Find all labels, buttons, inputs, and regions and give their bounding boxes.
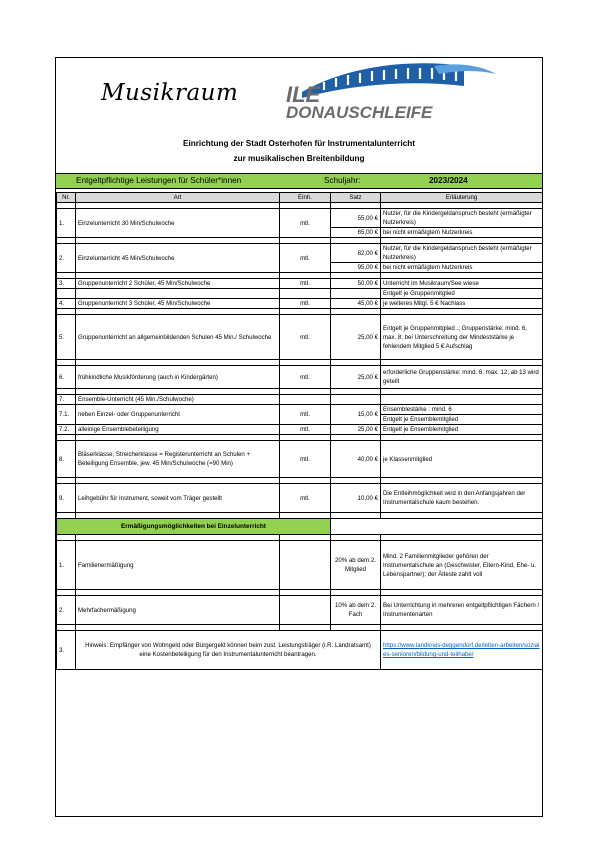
ile-logo bbox=[284, 60, 499, 120]
table-row: 7. Ensemble-Unterricht (45 Min./Schulwoche) bbox=[57, 395, 543, 405]
table-row: 4. Gruppenunterricht 3 Schüler, 45 Min/Schulwoche mtl. 45,00 € je weiteres Mitgl. 5 € Nachlass bbox=[57, 299, 543, 309]
col-erlaeuterung: Erläuterung bbox=[381, 193, 543, 203]
table-row: 2. Mehrfachermäßigung 10% ab dem 2. Fach Bei Unterrichtung in mehreren entgeltpflichtigen Fächern / Instrumentenarten bbox=[57, 596, 543, 625]
logo-line1: ILE bbox=[286, 82, 321, 107]
col-satz: Satz bbox=[331, 193, 381, 203]
logo-line2: DONAUSCHLEIFE bbox=[286, 103, 433, 120]
table-row: 2. Einzelunterricht 45 Min/Schulwoche mtl. 82,00 € Nutzer, für die Kindergeldanspruch besteht (ermäßigter Nutzerkreis) bbox=[57, 244, 543, 263]
page-title: Musikraum bbox=[101, 80, 239, 106]
school-year-value: 2023/2024 bbox=[429, 176, 468, 185]
table-header bbox=[57, 193, 543, 203]
subtitle-1: Einrichtung der Stadt Osterhofen für Instrumentalunterricht bbox=[183, 139, 415, 148]
table-row: 3. Hinweis: Empfänger von Wohngeld oder Bürgergeld können beim zust. Leistungsträger (i.R. Landratsamt) eine Kostenbeteiligung für den Instrumentalunterricht beantragen. https://www.landkreis-deggendorf.de/leben-arbeiten/soziales-senioren/bildung-und-teilhabe/ bbox=[57, 631, 543, 670]
table-row: 95,00 € bei nicht ermäßigtem Nutzerkreis bbox=[57, 263, 543, 273]
table-row: 7.1. neben Einzel- oder Gruppenunterricht mtl. 15,00 € Ensemblestärke : mind. 6 bbox=[57, 405, 543, 415]
banner-label: Entgeltpflichtige Leistungen für Schüler*innen bbox=[76, 176, 242, 185]
fee-banner bbox=[56, 173, 542, 189]
col-art: Art bbox=[76, 193, 280, 203]
deggendorf-link[interactable]: https://www.landkreis-deggendorf.de/leben-arbeiten/soziales-senioren/bildung-und-teilhabe/ bbox=[383, 642, 540, 658]
table-row: 9. Leihgebühr für Instrument, soweit vom Träger gestellt mtl. 10,00 € Die Entleihmöglichkeit wird in den Anfangsjahren der Instrumentalschule kaum bestehen. bbox=[57, 484, 543, 513]
subtitle-2: zur musikalischen Breitenbildung bbox=[233, 154, 365, 163]
table-row: 6. frühkindliche Musikförderung (auch in Kindergärten) mtl. 25,00 € erforderliche Gruppenstärke: mind. 6, max. 12; ab 13 wird geteilt bbox=[57, 366, 543, 389]
discount-heading-row bbox=[57, 519, 543, 535]
table-row: 7.2. alleinige Ensemblebeteiligung mtl. 25,00 € Entgelt je Ensemblemitglied bbox=[57, 425, 543, 435]
table-row: 5. Gruppenunterricht an allgemeinbildenden Schulen 45 Min./ Schulwoche mtl. 25,00 € Entgelt je Gruppenmitglied .; Gruppenstärke: mind. 6, max. 8; bei Unterschreitung der Mindeststärke je fehlendem Mitglied 5 € Aufschlag bbox=[57, 315, 543, 360]
table-row: 3. Gruppenunterricht 2 Schüler, 45 Min/Schulwoche mtl. 50,00 € Unterricht im Musikraum/See wiese bbox=[57, 279, 543, 289]
discount-heading: Ermäßigungsmöglichkeiten bei Einzelunterricht bbox=[57, 519, 331, 535]
table-row: 65,00 € bei nicht ermäßigtem Nutzerkreis bbox=[57, 228, 543, 238]
hinweis-note: Hinweis: Empfänger von Wohngeld oder Bürgergeld können beim zust. Leistungsträger (i.R. Landratsamt) eine Kostenbeteiligung für den Instrumentalunterricht beantragen. bbox=[76, 631, 381, 670]
table-row: 1. Einzelunterricht 30 Min/Schulwoche mtl. 55,00 € Nutzer, für die Kindergeldanspruch besteht (ermäßigter Nutzerkreis) bbox=[57, 209, 543, 228]
school-year-label: Schuljahr: bbox=[324, 176, 361, 185]
table-row: 8. Bläserklasse, Streicherklasse = Registerunterricht an Schulen + Beteiligung Ensemble, jew. 45 Min/Schulwoche (=90 Min) mtl. 40,00 € je Klassenmitglied bbox=[57, 441, 543, 478]
col-einh: Einh. bbox=[280, 193, 331, 203]
col-nr: Nr. bbox=[57, 193, 76, 203]
table-row: Entgelt je Gruppenmitglied bbox=[57, 289, 543, 299]
fee-table bbox=[56, 192, 543, 670]
table-row: Entgelt je Ensemblemitglied bbox=[57, 415, 543, 425]
table-row: 1. Familienermäßigung 20% ab dem 2. Mitglied Mind. 2 Familienmitglieder gehören der Instrumentalschule an (Geschwister, Eltern-Kind, Ehe- u. Lebenspartner); der Älteste zahlt voll bbox=[57, 541, 543, 590]
price-sheet bbox=[55, 57, 543, 817]
